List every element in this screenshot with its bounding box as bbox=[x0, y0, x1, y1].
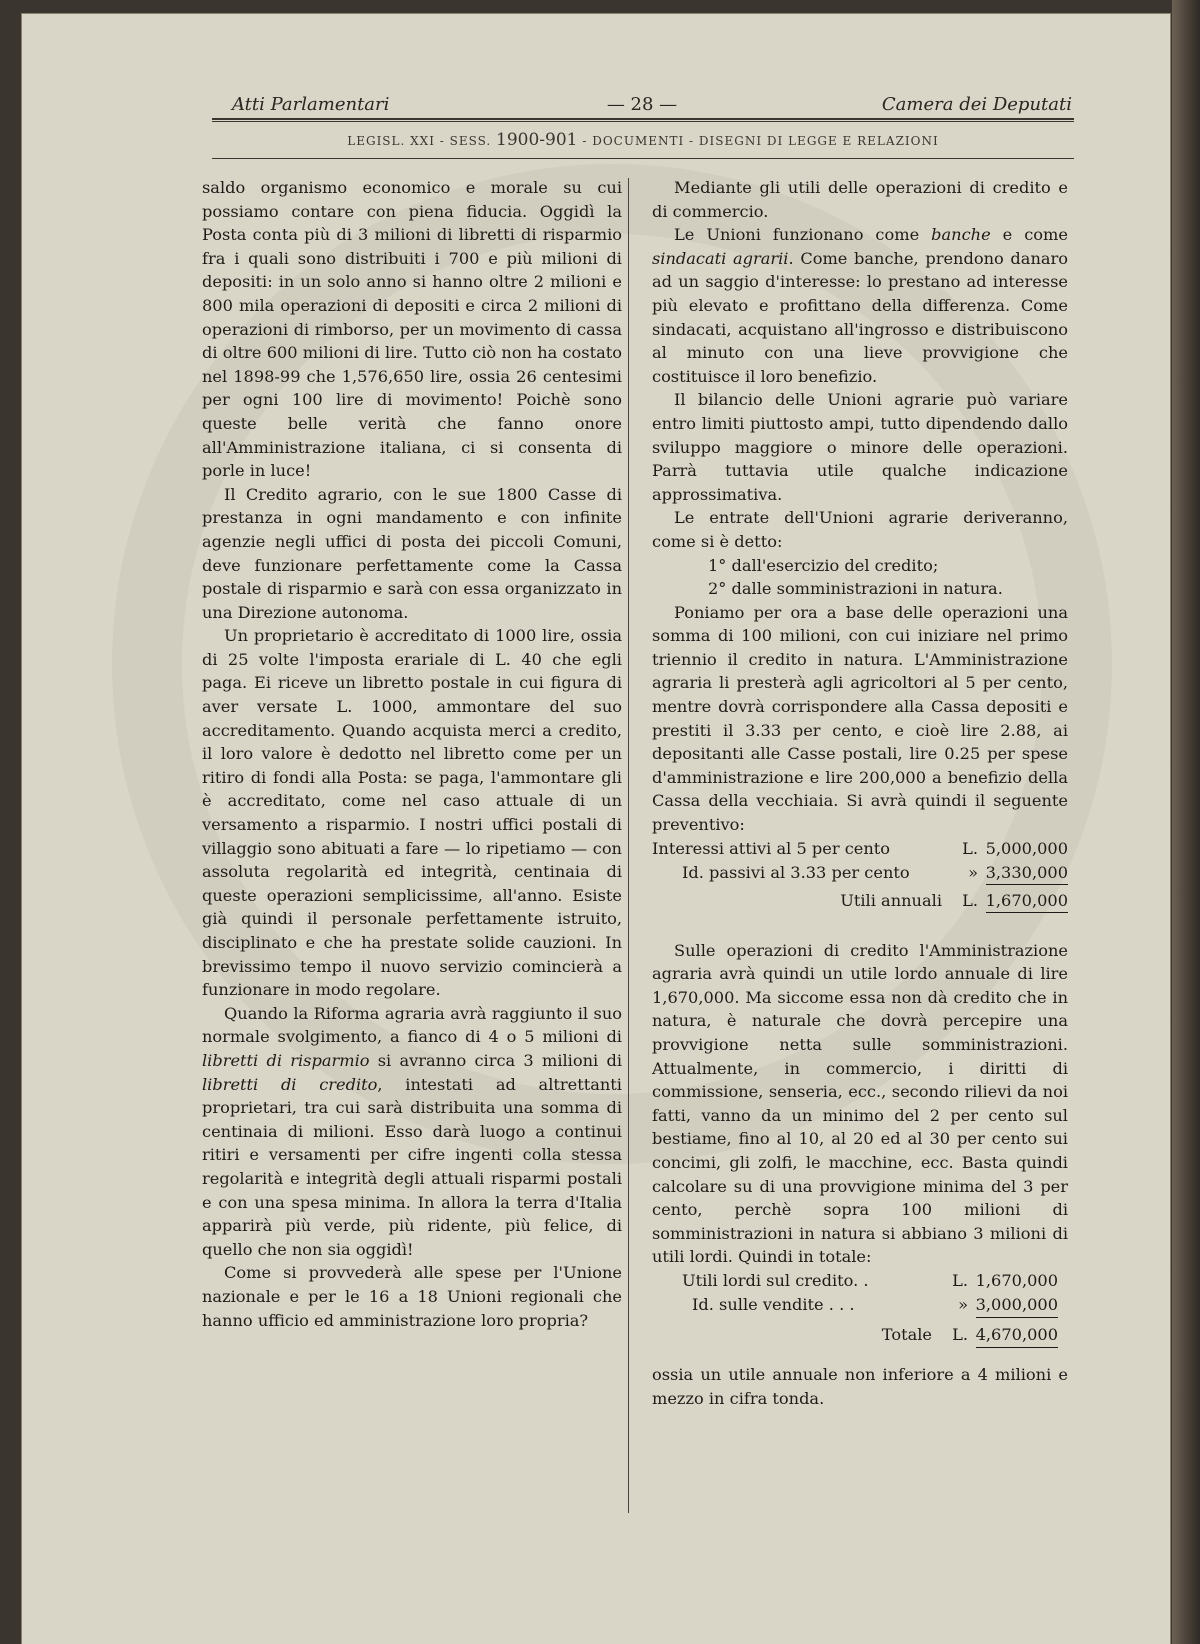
paragraph: Poniamo per ora a base delle operazioni una somma di 100 milioni, con cui iniziare nel primo triennio il credito in natura. L'Amministrazione agraria li presterà agli agricoltori al 5 per cento, mentre dovrà corrispondere alla Cassa depositi e prestiti il 3.33 per cento, e cioè lire 2.88, ai depositanti alle Casse postali, lire 0.25 per spese d'amministrazione e lire 200,000 a benefizio della Cassa della vecchiaia. Si avrà quindi il seguente preventivo: bbox=[652, 602, 1068, 835]
italic-text: banche bbox=[931, 225, 991, 245]
paragraph: Come si provvederà alle spese per l'Unione nazionale e per le 16 a 18 Unioni regionali che hanno ufficio ed amministrazione loro propria? bbox=[202, 1263, 622, 1330]
header-rule-thin bbox=[212, 121, 1074, 122]
sub-header-year: 1900-901 bbox=[496, 130, 578, 150]
ledger-row bbox=[652, 837, 1068, 861]
sub-header-legislature: LEGISL. XXI - SESS. bbox=[347, 134, 497, 148]
ledger-currency: » bbox=[968, 862, 978, 882]
text-run: Quando la Riforma agraria avrà raggiunto il suo normale svolgimento, a fianco di 4 o 5 milioni di bbox=[202, 1003, 622, 1047]
paragraph: saldo organismo economico e morale su cui possiamo contare con piena fiducia. Oggidì la Posta conta più di 3 milioni di libretti di risparmio fra i quali sono distribuiti i 700 e più milioni di depositi: in un solo anno si hanno oltre 2 milioni e 800 mila operazioni di depositi e circa 2 milioni di operazioni di rimborso, per un movimento di cassa di oltre 600 milioni di lire. Tutto ciò non ha costato nel 1898-99 che 1,576,650 lire, ossia 26 centesimi per ogni 100 lire di movimento! Poichè sono queste belle verità che fanno onore all'Amministrazione italiana, ci si consenta di porle in luce! bbox=[202, 178, 622, 481]
ledger-totale bbox=[652, 1269, 1068, 1353]
text-run: Le Unioni funzionano come bbox=[674, 225, 932, 245]
text-run: si avranno circa 3 milioni di bbox=[369, 1050, 622, 1070]
italic-text: libretti di credito bbox=[202, 1074, 378, 1094]
sub-header-rule bbox=[212, 158, 1074, 159]
paragraph: Sulle operazioni di credito l'Amministrazione agraria avrà quindi un utile lordo annuale di lire 1,670,000. Ma siccome essa non dà credito che in natura, è naturale che dovrà percepire una provvigione netta sulle somministrazioni. Attualmente, in commercio, i diritti di commissione, senseria, ecc., secondo rilievi da noi fatti, vanno da un minimo del 2 per cento sul bestiame, fino al 10, al 20 ed al 30 per cento sui concimi, gli zolfi, le macchine, ecc. Basta quindi calcolare su di una provvigione minima del 3 per cento, perchè sopra 100 milioni di somministrazioni in natura si abbiano 3 milioni di utili lordi. Quindi in totale: bbox=[652, 940, 1068, 1267]
ledger-label: Interessi attivi al 5 per cento bbox=[652, 838, 891, 858]
header-rule bbox=[212, 118, 1074, 120]
ledger-total-amount: 1,670,000 bbox=[986, 889, 1068, 914]
text-run: , intestati ad altrettanti proprietari, tra cui sarà distribuita una somma di centinaia di milioni. Esso darà luogo a continui ritiri e versamenti per cifre ingenti colla stessa regolarità e integrità degli attuali risparmi postali e con una spesa minima. In allora la terra d'Italia apparirà più verde, più ridente, più felice, di quello che non sia oggidì! bbox=[202, 1074, 622, 1259]
italic-text: libretti di risparmio bbox=[202, 1050, 370, 1070]
paragraph: ossia un utile annuale non inferiore a 4 milioni e mezzo in cifra tonda. bbox=[652, 1364, 1068, 1408]
ledger-amount: 1,670,000 bbox=[975, 1270, 1058, 1290]
ledger-amount: 3,000,000 bbox=[976, 1293, 1058, 1318]
paragraph: Le entrate dell'Unioni agrarie deriveranno, come si è detto: bbox=[652, 508, 1068, 551]
ledger-label: Id. sulle vendite . . . bbox=[692, 1294, 855, 1314]
ledger-amount: 5,000,000 bbox=[985, 838, 1068, 858]
ledger-total-label: Utili annuali bbox=[840, 890, 942, 910]
ledger-currency: L. bbox=[962, 890, 978, 910]
paragraph bbox=[202, 1002, 622, 1262]
paragraph: Mediante gli utili delle operazioni di credito e di commercio. bbox=[652, 178, 1068, 221]
ledger-total-row bbox=[652, 1323, 1058, 1353]
list-item: 2° dalle somministrazioni in natura. bbox=[708, 579, 1003, 599]
sub-header bbox=[212, 130, 1074, 150]
page-edge bbox=[1172, 0, 1200, 1644]
paragraph: Il bilancio delle Unioni agrarie può variare entro limiti piuttosto ampi, tutto dipendendo dallo sviluppo maggiore o minore delle operazioni. Parrà tuttavia utile qualche indicazione approssimativa. bbox=[652, 390, 1068, 504]
ledger-row bbox=[652, 1269, 1058, 1293]
ledger-currency: L. bbox=[952, 1270, 968, 1290]
ledger-label: Utili lordi sul credito. . bbox=[682, 1270, 869, 1290]
header-right: Camera dei Deputati bbox=[881, 94, 1072, 115]
right-column bbox=[652, 176, 1068, 1410]
ledger-total-label: Totale bbox=[881, 1324, 932, 1344]
list-item: 1° dall'esercizio del credito; bbox=[708, 555, 939, 575]
spacer bbox=[652, 917, 1068, 939]
paragraph: Il Credito agrario, con le sue 1800 Casse di prestanza in ogni mandamento e con infinite agenzie negli uffici di posta dei piccoli Comuni, deve funzionare perfettamente come la Cassa postale di risparmio e sarà con essa organizzato in una Direzione autonoma. bbox=[202, 484, 622, 622]
ledger-label: Id. passivi al 3.33 per cento bbox=[682, 862, 910, 882]
page-number: — 28 — bbox=[606, 94, 678, 115]
ledger-currency: L. bbox=[962, 838, 978, 858]
header-left: Atti Parlamentari bbox=[232, 94, 390, 115]
paragraph bbox=[652, 223, 1068, 388]
sub-header-documents: - DOCUMENTI - DISEGNI DI LEGGE E RELAZIONI bbox=[577, 134, 939, 148]
column-divider bbox=[628, 178, 629, 1513]
left-column bbox=[202, 176, 622, 1332]
ledger-currency: L. bbox=[952, 1324, 968, 1344]
ledger-total-row bbox=[652, 889, 1068, 917]
ledger-row bbox=[652, 1293, 1058, 1317]
spacer bbox=[652, 1353, 1068, 1363]
ledger-row bbox=[652, 861, 1068, 885]
paragraph: Un proprietario è accreditato di 1000 lire, ossia di 25 volte l'imposta erariale di L. 40 che egli paga. Ei riceve un libretto postale in cui figura di aver versate L. 1000, ammontare del suo accreditamento. Quando acquista merci a credito, il loro valore è dedotto nel libretto come per un ritiro di fondi alla Posta: se paga, l'ammontare gli è accreditato, come nel caso attuale di un versamento a risparmio. I nostri uffici postali di villaggio sono abituati a fare — lo ripetiamo — con assoluta regolarità ed integrità, centinaia di queste operazioni semplicissime, all'anno. Esiste già quindi il personale perfettamente istruito, disciplinato e che ha prestate solide cauzioni. In brevissimo tempo il nuovo servizio comincierà a funzionare in modo regolare. bbox=[202, 626, 622, 1000]
text-run: e come bbox=[990, 225, 1068, 245]
ledger-preventivo bbox=[652, 837, 1068, 917]
ledger-currency: » bbox=[958, 1294, 968, 1314]
ledger-amount: 3,330,000 bbox=[986, 861, 1068, 886]
text-run: . Come banche, prendono danaro ad un saggio d'interesse: lo prestano ad interesse più elevato e profittano della differenza. Come sindacati, acquistano all'ingrosso e distribuiscono al minuto con una lieve provvigione che costituisce il loro benefizio. bbox=[652, 248, 1069, 386]
italic-text: sindacati agrarii bbox=[652, 248, 789, 268]
ledger-total-amount: 4,670,000 bbox=[976, 1323, 1058, 1348]
